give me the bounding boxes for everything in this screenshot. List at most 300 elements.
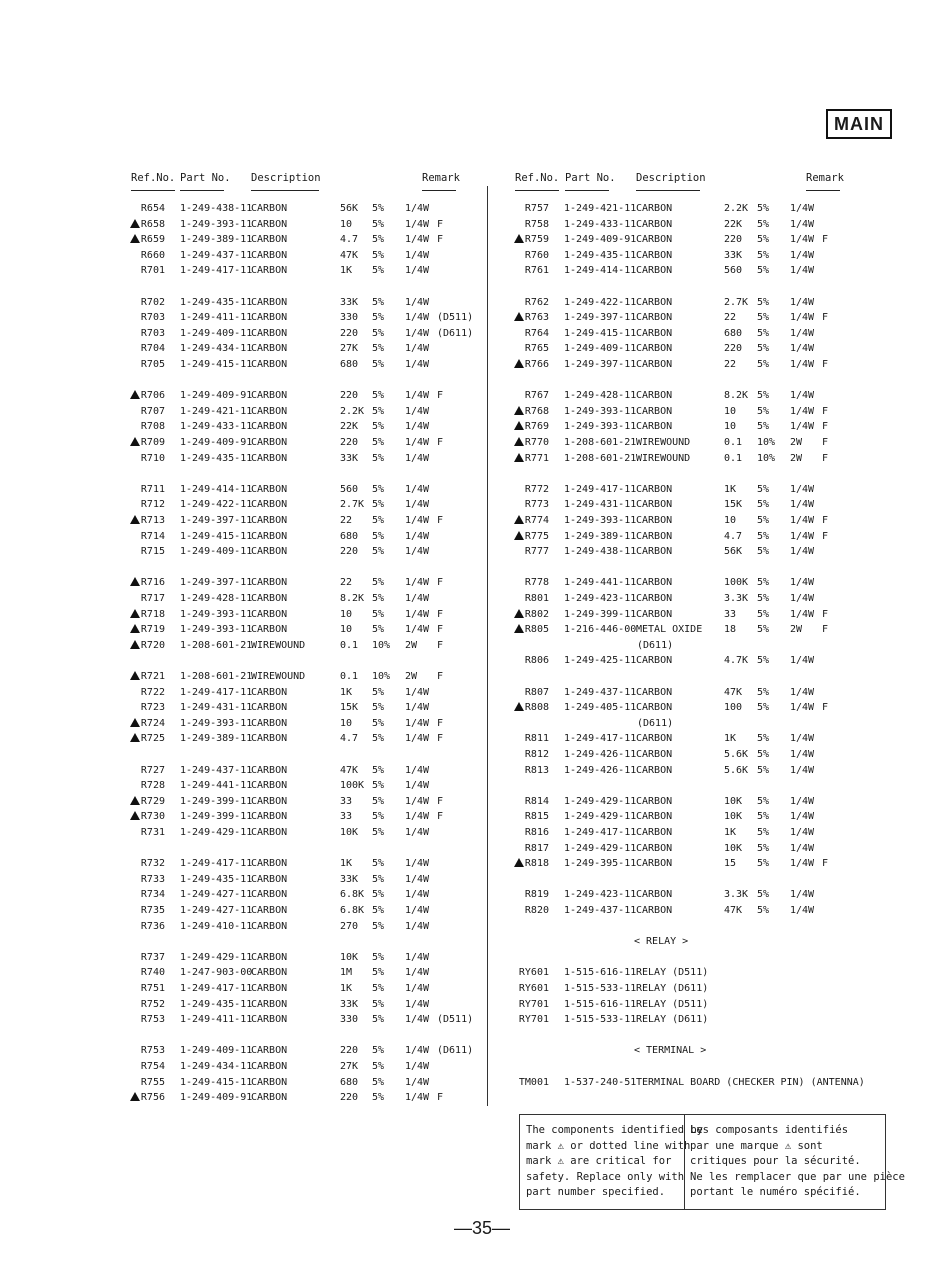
description: CARBON [251,967,288,979]
part-number: 1-249-399-11 [564,608,637,620]
rule [515,190,559,191]
part-number: 1-208-601-21 [180,671,253,682]
rating: 1/4W [790,343,815,355]
value: 33K [724,249,743,261]
part-number: 1-249-429-11 [180,951,253,963]
description: CARBON [251,858,288,870]
ref-number: R728 [140,780,165,792]
ref-number: R753 [140,1014,165,1026]
ref-cell [489,841,549,856]
table-row [0,263,950,278]
rating: 1/4W [790,858,815,870]
tolerance: 5% [372,983,385,994]
tolerance: 5% [372,624,385,636]
ref-cell [489,388,549,403]
rating: 2W [405,639,418,651]
description: CARBON [251,249,288,261]
table-row [0,965,950,980]
warning-triangle-icon [130,671,140,680]
ref-cell [489,887,549,902]
value: 10K [340,827,359,838]
table-row [0,716,950,731]
warning-triangle-icon [514,531,524,540]
rating: 1/4W [405,827,430,838]
rating: 1/4W [405,312,430,324]
description: CARBON [251,1076,288,1088]
part-number: 1-249-426-11 [564,749,637,760]
ref-cell [489,622,549,637]
table-row [0,341,950,356]
value: 220 [724,343,743,355]
tolerance: 5% [372,827,385,838]
part-number: 1-249-427-11 [180,905,253,916]
value: 18 [724,624,737,636]
part-number: 1-249-397-11 [564,312,637,324]
table-row [0,825,950,840]
ref-cell [105,778,165,793]
tolerance: 5% [372,577,385,589]
description: CARBON [251,983,288,994]
ref-number: R820 [524,905,549,916]
ref-number: R768 [524,405,549,417]
ref-number: R812 [524,749,549,760]
remark: (D511) [437,1014,474,1026]
rating: 1/4W [405,608,430,620]
part-number: 1-249-427-11 [180,889,253,901]
remark: F [437,234,444,246]
remark: (D611) [437,327,474,339]
table-row [0,388,950,403]
description: CARBON [251,702,288,714]
rating: 1/4W [405,327,430,339]
remark: F [437,671,444,682]
ref-cell [489,700,549,715]
table-row [0,326,950,341]
ref-cell [489,1012,549,1027]
col-ref-left: Ref.No. [131,172,176,184]
ref-number: RY601 [518,983,549,994]
rating: 2W [790,437,803,448]
description: CARBON [251,951,288,963]
description: CARBON [251,795,288,807]
tolerance: 5% [372,218,385,230]
remark: F [437,639,444,651]
tolerance: 5% [372,421,385,433]
tolerance: 5% [757,749,770,760]
ref-number: R730 [140,811,165,823]
tolerance: 5% [372,249,385,261]
ref-cell [489,575,549,590]
part-number: 1-537-240-51 [564,1076,637,1088]
description: CARBON [636,359,673,370]
col-desc-right: Description [636,172,706,184]
rating: 1/4W [790,702,815,714]
ref-cell [489,419,549,434]
ref-cell [489,856,549,871]
rating: 1/4W [405,811,430,823]
rating: 1/4W [405,873,430,885]
value: 100K [724,577,749,589]
part-number: 1-249-393-11 [564,405,637,417]
description: CARBON [251,624,288,636]
description: CARBON [251,312,288,324]
description: RELAY (D511) [636,998,709,1010]
ref-cell [489,295,549,310]
ref-cell [489,1075,549,1090]
part-number: 1-249-435-11 [180,452,253,464]
description: CARBON [636,593,673,604]
table-row [0,919,950,934]
part-number: 1-249-411-11 [180,312,253,324]
tolerance: 5% [757,515,770,526]
rating: 1/4W [790,359,815,370]
remark: F [822,515,829,526]
ref-number: R732 [140,858,165,870]
part-number: 1-249-422-11 [180,499,253,511]
part-number: 1-249-425-11 [564,655,637,667]
part-number: 1-249-429-11 [564,811,637,823]
description: CARBON [251,452,288,464]
value: 0.1 [340,671,359,682]
description: CARBON [636,795,673,807]
ref-number: R767 [524,390,549,402]
tolerance: 5% [757,577,770,589]
remark: F [822,858,829,870]
table-row [0,575,950,590]
warning-triangle-icon [514,421,524,430]
rating: 1/4W [405,889,430,901]
description: CARBON [251,1045,288,1057]
ref-number: R714 [140,530,165,542]
description: CARBON [251,608,288,620]
description: CARBON [251,827,288,838]
table-row [0,248,950,263]
description: CARBON [636,811,673,823]
description: CARBON [251,405,288,417]
tolerance: 5% [372,686,385,698]
ref-cell [105,1090,165,1105]
value: 220 [724,234,743,246]
value: 220 [340,1045,359,1057]
warning-triangle-icon [514,312,524,321]
description: CARBON [636,296,673,308]
value: 220 [340,390,359,402]
tolerance: 5% [372,717,385,729]
part-number: 1-249-441-11 [180,780,253,792]
description: CARBON [251,390,288,402]
description: (D611) [637,717,674,729]
value: 47K [724,686,743,698]
description: CARBON [636,515,673,526]
part-number: 1-247-903-00 [180,967,253,979]
note-line: safety. Replace only with [526,1170,685,1183]
description: CARBON [251,920,288,932]
ref-number: RY701 [518,1014,549,1026]
rating: 1/4W [405,593,430,604]
col-remark-right: Remark [806,172,844,184]
part-number: 1-249-399-11 [180,811,253,823]
ref-number: R813 [524,764,549,776]
remark: F [437,608,444,620]
description: CARBON [251,483,288,495]
ref-number: R734 [140,889,165,901]
remark: (D611) [437,1045,474,1057]
tolerance: 5% [757,296,770,308]
description: WIREWOUND [251,671,306,682]
value: 33K [340,296,359,308]
ref-number: R701 [140,265,165,277]
rating: 1/4W [790,296,815,308]
value: 0.1 [340,639,359,651]
tolerance: 5% [757,421,770,433]
ref-number: R765 [524,343,549,355]
value: 4.7K [724,655,749,667]
description: RELAY (D611) [636,1014,709,1026]
description: CARBON [251,343,288,355]
ref-number: R807 [524,686,549,698]
table-row [0,997,950,1012]
value: 8.2K [340,593,365,604]
ref-number: R719 [140,624,165,636]
tolerance: 5% [372,437,385,448]
ref-number: R720 [140,639,165,651]
tolerance: 5% [757,359,770,370]
description: CARBON [636,749,673,760]
tolerance: 10% [757,452,776,464]
tolerance: 5% [372,889,385,901]
part-number: 1-249-435-11 [180,998,253,1010]
part-number: 1-249-429-11 [564,842,637,854]
value: 6.8K [340,905,365,916]
value: 10K [724,811,743,823]
ref-number: R733 [140,873,165,885]
part-number: 1-249-389-11 [180,733,253,745]
tolerance: 5% [757,312,770,324]
ref-number: R761 [524,265,549,277]
value: 2.7K [724,296,749,308]
ref-number: R659 [140,234,165,246]
value: 100K [340,780,365,792]
rating: 1/4W [405,905,430,916]
tolerance: 10% [757,437,776,448]
part-number: 1-249-417-11 [564,827,637,838]
rating: 1/4W [405,624,430,636]
rating: 1/4W [790,811,815,823]
tolerance: 5% [372,998,385,1010]
ref-number: R815 [524,811,549,823]
col-ref-right: Ref.No. [515,172,560,184]
remark: F [822,312,829,324]
ref-cell [105,1059,165,1074]
value: 2.2K [724,203,749,214]
safety-note-french [690,1123,905,1201]
description: TERMINAL BOARD (CHECKER PIN) (ANTENNA) [636,1076,865,1088]
ref-cell [489,326,549,341]
table-row [0,482,950,497]
part-number: 1-249-428-11 [180,593,253,604]
description: CARBON [251,1061,288,1072]
ref-cell [489,404,549,419]
rating: 1/4W [405,218,430,230]
rating: 1/4W [405,1061,430,1072]
ref-number: R752 [140,998,165,1010]
part-number: 1-249-437-11 [564,905,637,916]
part-number: 1-249-429-11 [564,795,637,807]
ref-number: R801 [524,593,549,604]
tolerance: 10% [372,639,391,651]
ref-cell [489,965,549,980]
ref-cell [489,997,549,1012]
rating: 1/4W [790,218,815,230]
part-number: 1-249-409-91 [180,437,253,448]
description: CARBON [251,1014,288,1026]
tolerance: 5% [757,905,770,916]
value: 1K [724,483,737,495]
remark: F [437,811,444,823]
description: WIREWOUND [251,639,306,651]
rating: 1/4W [405,390,430,402]
tolerance: 5% [757,858,770,870]
value: 5.6K [724,764,749,776]
ref-cell [489,653,549,668]
tolerance: 5% [757,686,770,698]
table-row [0,1012,950,1027]
part-number: 1-249-414-11 [180,483,253,495]
value: 56K [340,203,359,214]
ref-cell [489,763,549,778]
value: 330 [340,312,359,324]
table-row [0,1075,950,1090]
ref-number: R736 [140,920,165,932]
description: (D611) [637,639,674,651]
table-row [0,653,950,668]
ref-number: R723 [140,702,165,714]
rating: 1/4W [790,530,815,542]
value: 3.3K [724,593,749,604]
value: 22K [724,218,743,230]
part-number: 1-249-397-11 [180,515,253,526]
remark: F [437,218,444,230]
tolerance: 5% [757,593,770,604]
warning-triangle-icon [514,609,524,618]
part-number: 1-249-409-11 [564,343,637,355]
rating: 1/4W [405,967,430,979]
ref-cell [489,513,549,528]
ref-number: R707 [140,405,165,417]
remark: F [822,421,829,433]
section-heading [0,1043,950,1058]
description: CARBON [636,343,673,355]
part-number: 1-249-393-11 [180,608,253,620]
ref-number: R712 [140,499,165,511]
value: 10 [340,717,353,729]
ref-number: RY701 [518,998,549,1010]
tolerance: 5% [757,203,770,214]
ref-number: R758 [524,218,549,230]
rating: 1/4W [405,780,430,792]
tolerance: 5% [372,499,385,511]
ref-number: R775 [524,530,549,542]
table-row [0,700,950,715]
rating: 1/4W [405,733,430,745]
rule [806,190,840,191]
table-row [0,622,950,637]
ref-number: R717 [140,593,165,604]
table-row [0,513,950,528]
description: CARBON [636,312,673,324]
rating: 1/4W [790,842,815,854]
part-number: 1-208-601-21 [564,452,637,464]
table-row [0,217,950,232]
ref-number: R708 [140,421,165,433]
part-number: 1-249-422-11 [564,296,637,308]
value: 33K [340,452,359,464]
value: 15 [724,858,737,870]
description: CARBON [251,873,288,885]
part-number: 1-249-433-11 [564,218,637,230]
value: 1K [340,858,353,870]
table-row [0,404,950,419]
ref-number: R808 [524,702,549,714]
rating: 1/4W [405,1014,430,1026]
ref-cell [489,685,549,700]
tolerance: 5% [757,327,770,339]
value: 10 [724,421,737,433]
value: 680 [340,359,359,370]
ref-cell [105,669,165,684]
part-number: 1-249-426-11 [564,764,637,776]
ref-cell [105,919,165,934]
table-row [0,950,950,965]
ref-cell [489,482,549,497]
description: CARBON [636,733,673,745]
value: 1K [340,265,353,277]
warning-triangle-icon [514,453,524,462]
rating: 1/4W [405,717,430,729]
rating: 2W [790,624,803,636]
value: 680 [340,530,359,542]
tolerance: 5% [372,858,385,870]
rating: 1/4W [405,359,430,370]
tolerance: 5% [372,811,385,823]
tolerance: 5% [372,608,385,620]
tolerance: 5% [757,795,770,807]
ref-number: R725 [140,733,165,745]
tolerance: 5% [372,764,385,776]
part-number: 1-249-434-11 [180,343,253,355]
description: CARBON [251,359,288,370]
tolerance: 5% [372,1092,385,1104]
rating: 1/4W [790,499,815,511]
remark: F [822,624,829,636]
description: CARBON [636,234,673,246]
rating: 1/4W [405,437,430,448]
value: 3.3K [724,889,749,901]
note-line: par une marque ⚠ sont [690,1139,823,1152]
part-number: 1-249-393-11 [564,421,637,433]
note-line: portant le numéro spécifié. [690,1186,861,1198]
description: CARBON [251,530,288,542]
value: 27K [340,343,359,355]
tolerance: 5% [757,827,770,838]
part-number: 1-249-415-11 [180,359,253,370]
ref-number: R756 [140,1092,165,1104]
value: 33 [340,811,353,823]
tolerance: 5% [372,515,385,526]
description: CARBON [251,515,288,526]
remark: F [822,359,829,370]
note-line: mark ⚠ or dotted line with [526,1139,691,1152]
